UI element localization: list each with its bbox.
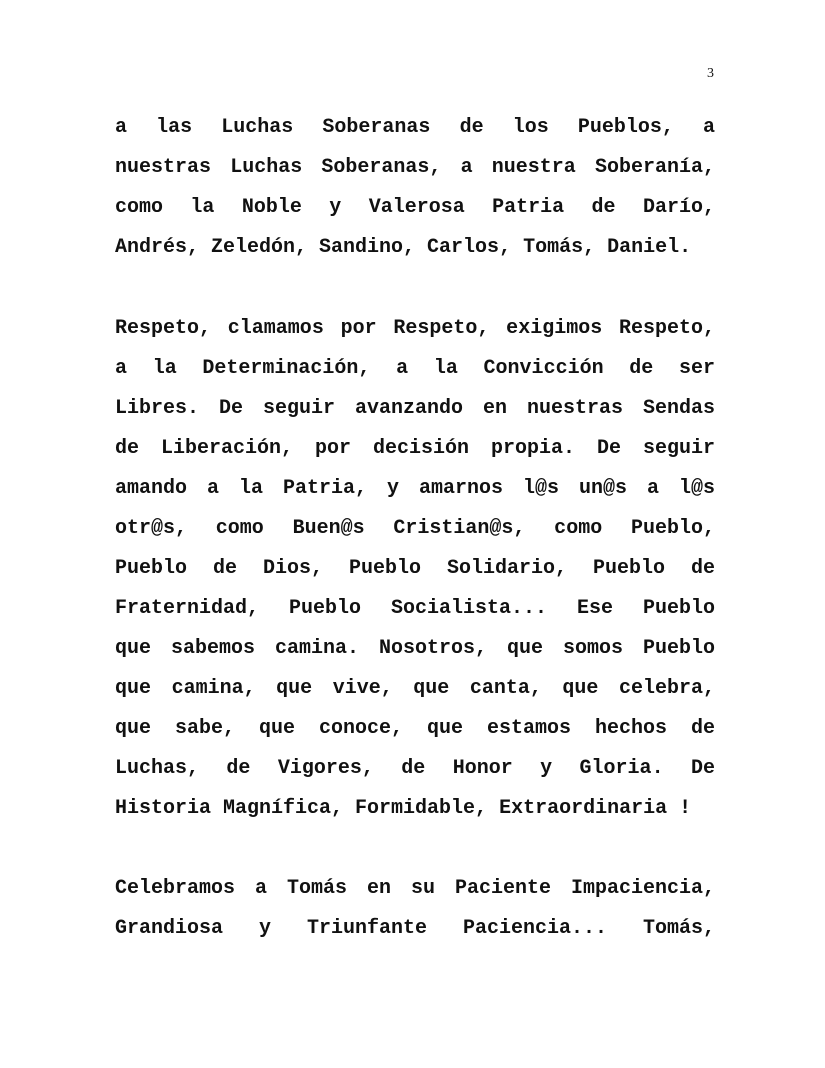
text-line: de Liberación, por decisión propia. De seguir (115, 437, 715, 460)
text-line: Libres. De seguir avanzando en nuestras Sendas (115, 397, 715, 420)
text-line: que sabemos camina. Nosotros, que somos Pueblo (115, 637, 715, 660)
text-line: que camina, que vive, que canta, que celebra, (115, 677, 715, 700)
paragraph-1 (115, 108, 715, 268)
text-line: Respeto, clamamos por Respeto, exigimos Respeto, (115, 317, 715, 340)
text-line: Historia Magnífica, Formidable, Extraordinaria ! (115, 797, 692, 820)
text-line: a la Determinación, a la Convicción de ser (115, 357, 715, 380)
paragraph-3 (115, 869, 715, 949)
text-line: Luchas, de Vigores, de Honor y Gloria. De (115, 757, 715, 780)
text-line: como la Noble y Valerosa Patria de Darío, (115, 196, 715, 219)
text-line: amando a la Patria, y amarnos l@s un@s a l@s (115, 477, 715, 500)
paragraph-2 (115, 309, 715, 829)
text-line: Pueblo de Dios, Pueblo Solidario, Pueblo de (115, 557, 715, 580)
text-line: que sabe, que conoce, que estamos hechos de (115, 717, 715, 740)
text-line: otr@s, como Buen@s Cristian@s, como Pueblo, (115, 517, 715, 540)
text-line: Andrés, Zeledón, Sandino, Carlos, Tomás, Daniel. (115, 236, 692, 259)
page-number: 3 (707, 66, 714, 81)
text-line: Celebramos a Tomás en su Paciente Impaciencia, (115, 877, 715, 900)
text-line: nuestras Luchas Soberanas, a nuestra Soberanía, (115, 156, 715, 179)
text-line: Fraternidad, Pueblo Socialista... Ese Pueblo (115, 597, 715, 620)
text-line: a las Luchas Soberanas de los Pueblos, a (115, 116, 715, 139)
text-line: Grandiosa y Triunfante Paciencia... Tomás, (115, 917, 715, 940)
